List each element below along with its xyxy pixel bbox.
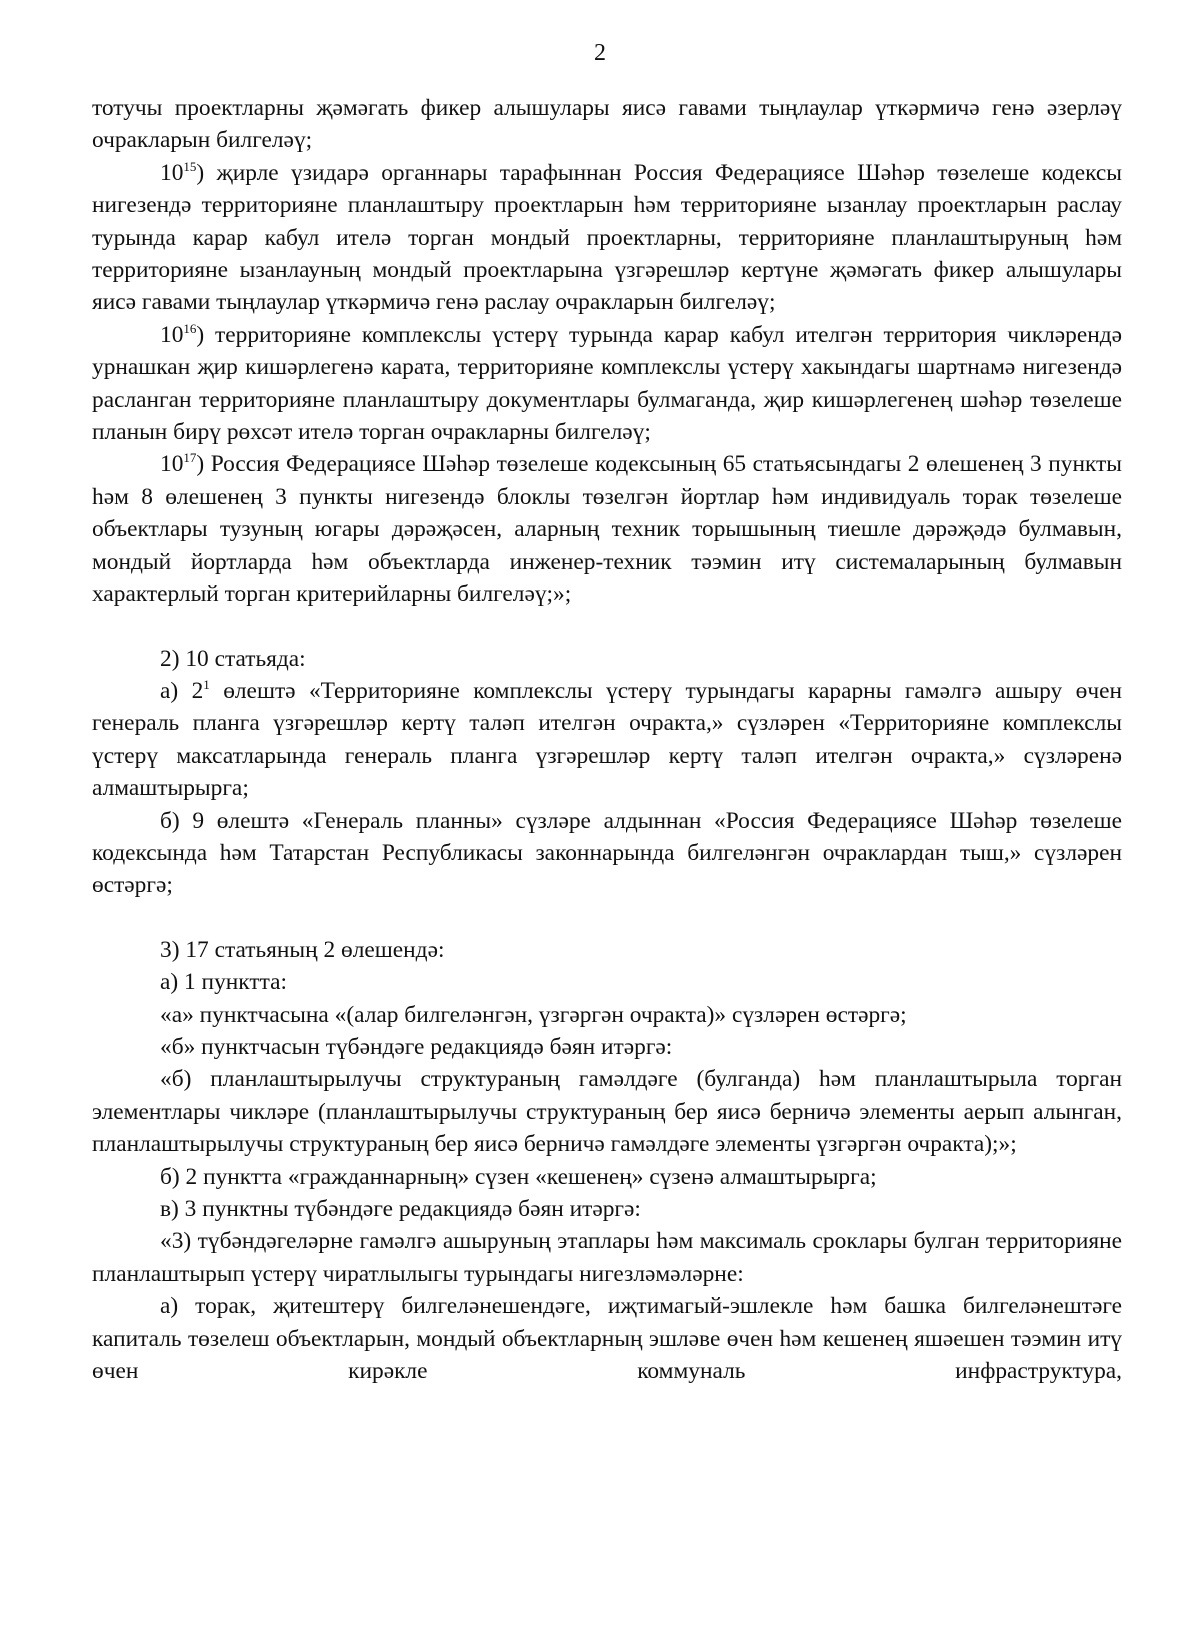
subitem-prefix: а) 2 <box>160 677 204 704</box>
paragraph-item-10-17 <box>92 448 1122 610</box>
item-number: 10 <box>160 451 184 478</box>
section-heading: 3) 17 статьяның 2 өлешендә: <box>160 936 445 963</box>
paragraph-subitem: а) 1 пунктта: <box>160 969 287 996</box>
item-text: ) территорияне комплекслы үстерү турында карар кабул ителгән территория чикләрендә урнашкан җир кишәрлегенә карата, территорияне комплекслы үстерү хакындагы шартнамә нигезендә расланган территорияне планлаштыру документлары булмаганда, җир кишәрлегенең шәһәр төзелеше планын бирү рөхсәт ителә торган очракларны билгеләү; <box>92 321 1122 446</box>
item-text: ) Россия Федерациясе Шәһәр төзелеше кодексының 65 статьясындагы 2 өлешенең 3 пункты һәм 8 өлешенең 3 пункты нигезендә блоклы төзелгән йортлар һәм индивидуаль торак төзелеше объектлары тузуның югары дәрәҗәсен, аларның техник торышының тиешле дәрәҗәдә булмавын, мондый йортларда һәм объектларда инженер-техник тәэмин итү системаларының булмавын характерлый торган критерийларны билгеләү;»; <box>92 451 1122 608</box>
page-number: 2 <box>594 40 606 66</box>
paragraph-item-10-15 <box>92 157 1122 319</box>
item-number: 10 <box>160 321 184 348</box>
item-superscript: 17 <box>183 450 197 466</box>
paragraph-subitem-a <box>92 675 1122 805</box>
spacer <box>92 611 1122 643</box>
item-text: ) җирле үзидарә органнары тарафыннан Россия Федерациясе Шәһәр төзелеше кодексы нигезендә территорияне планлаштыру проектларын һәм территорияне ызанлау проектларын раслау турында карар кабул ителә торган мондый проектларны, территорияне планлаштыруның һәм территорияне ызанлауның мондый проектларына үзгәрешләр кертүне җәмәгать фикер алышулары яисә гавами тыңлаулар үткәрмичә генә раслау очракларын билгеләү; <box>92 159 1122 316</box>
paragraph-item-10-16 <box>92 319 1122 449</box>
document-body <box>92 92 1122 1387</box>
quoted-paragraph: «3) түбәндәгеләрне гамәлгә ашыруның этаплары һәм максималь сроклары булган территорияне планлаштырып үстерү чиратлылыгы турындагы нигезләмәләрне: <box>92 1228 1122 1287</box>
spacer <box>92 902 1122 934</box>
quoted-paragraph: «б) планлаштырылучы структураның гамәлдәге (булганда) һәм планлаштырыла торган элементлары чикләре (планлаштырылучы структураның бер яисә берничә элементы аерып алынган, планлаштырылучы структураның бер яисә берничә гамәлдәге элементы үзгәргән очракта);»; <box>92 1066 1122 1158</box>
subitem-superscript: 1 <box>203 677 210 693</box>
item-superscript: 16 <box>183 321 197 337</box>
paragraph-subitem: «а» пунктчасына «(алар билгеләнгән, үзгәргән очракта)» сүзләрен өстәргә; <box>160 1001 907 1028</box>
paragraph-subitem-b: б) 9 өлештә «Генераль планны» сүзләре алдыннан «Россия Федерациясе Шәһәр төзелеше кодексында һәм Татарстан Республикасы законнарында билгеләнгән очраклардан тыш,» сүзләрен өстәргә; <box>92 807 1122 899</box>
paragraph-subitem: б) 2 пунктта «гражданнарның» сүзен «кешенең» сүзенә алмаштырырга; <box>160 1163 877 1190</box>
paragraph-subitem: «б» пунктчасын түбәндәге редакциядә бәян итәргә: <box>160 1033 673 1060</box>
item-number: 10 <box>160 159 184 186</box>
quoted-paragraph: а) торак, җитештерү билгеләнешендәге, иҗтимагый-эшлекле һәм башка билгеләнештәге капиталь төзелеш объектларын, мондый объектларның эшләве өчен һәм кешенең яшәешен тәэмин итү өчен кирәкле коммуналь инфраструктура, <box>92 1293 1122 1385</box>
paragraph-subitem: в) 3 пунктны түбәндәге редакциядә бәян итәргә: <box>160 1196 641 1222</box>
paragraph: тотучы проектларны җәмәгать фикер алышулары яисә гавами тыңлаулар үткәрмичә генә әзерләү очракларын билгеләү; <box>92 95 1122 154</box>
section-heading: 2) 10 статьяда: <box>160 645 306 672</box>
subitem-text: өлештә «Территорияне комплекслы үстерү турындагы карарны гамәлгә ашыру өчен генераль планга үзгәрешләр кертү таләп ителгән очракта,» сүзләрен «Территорияне комплекслы үстерү максатларында генераль планга үзгәрешләр кертү таләп ителгән очракта,» сүзләренә алмаштырырга; <box>92 677 1122 802</box>
item-superscript: 15 <box>183 159 197 175</box>
